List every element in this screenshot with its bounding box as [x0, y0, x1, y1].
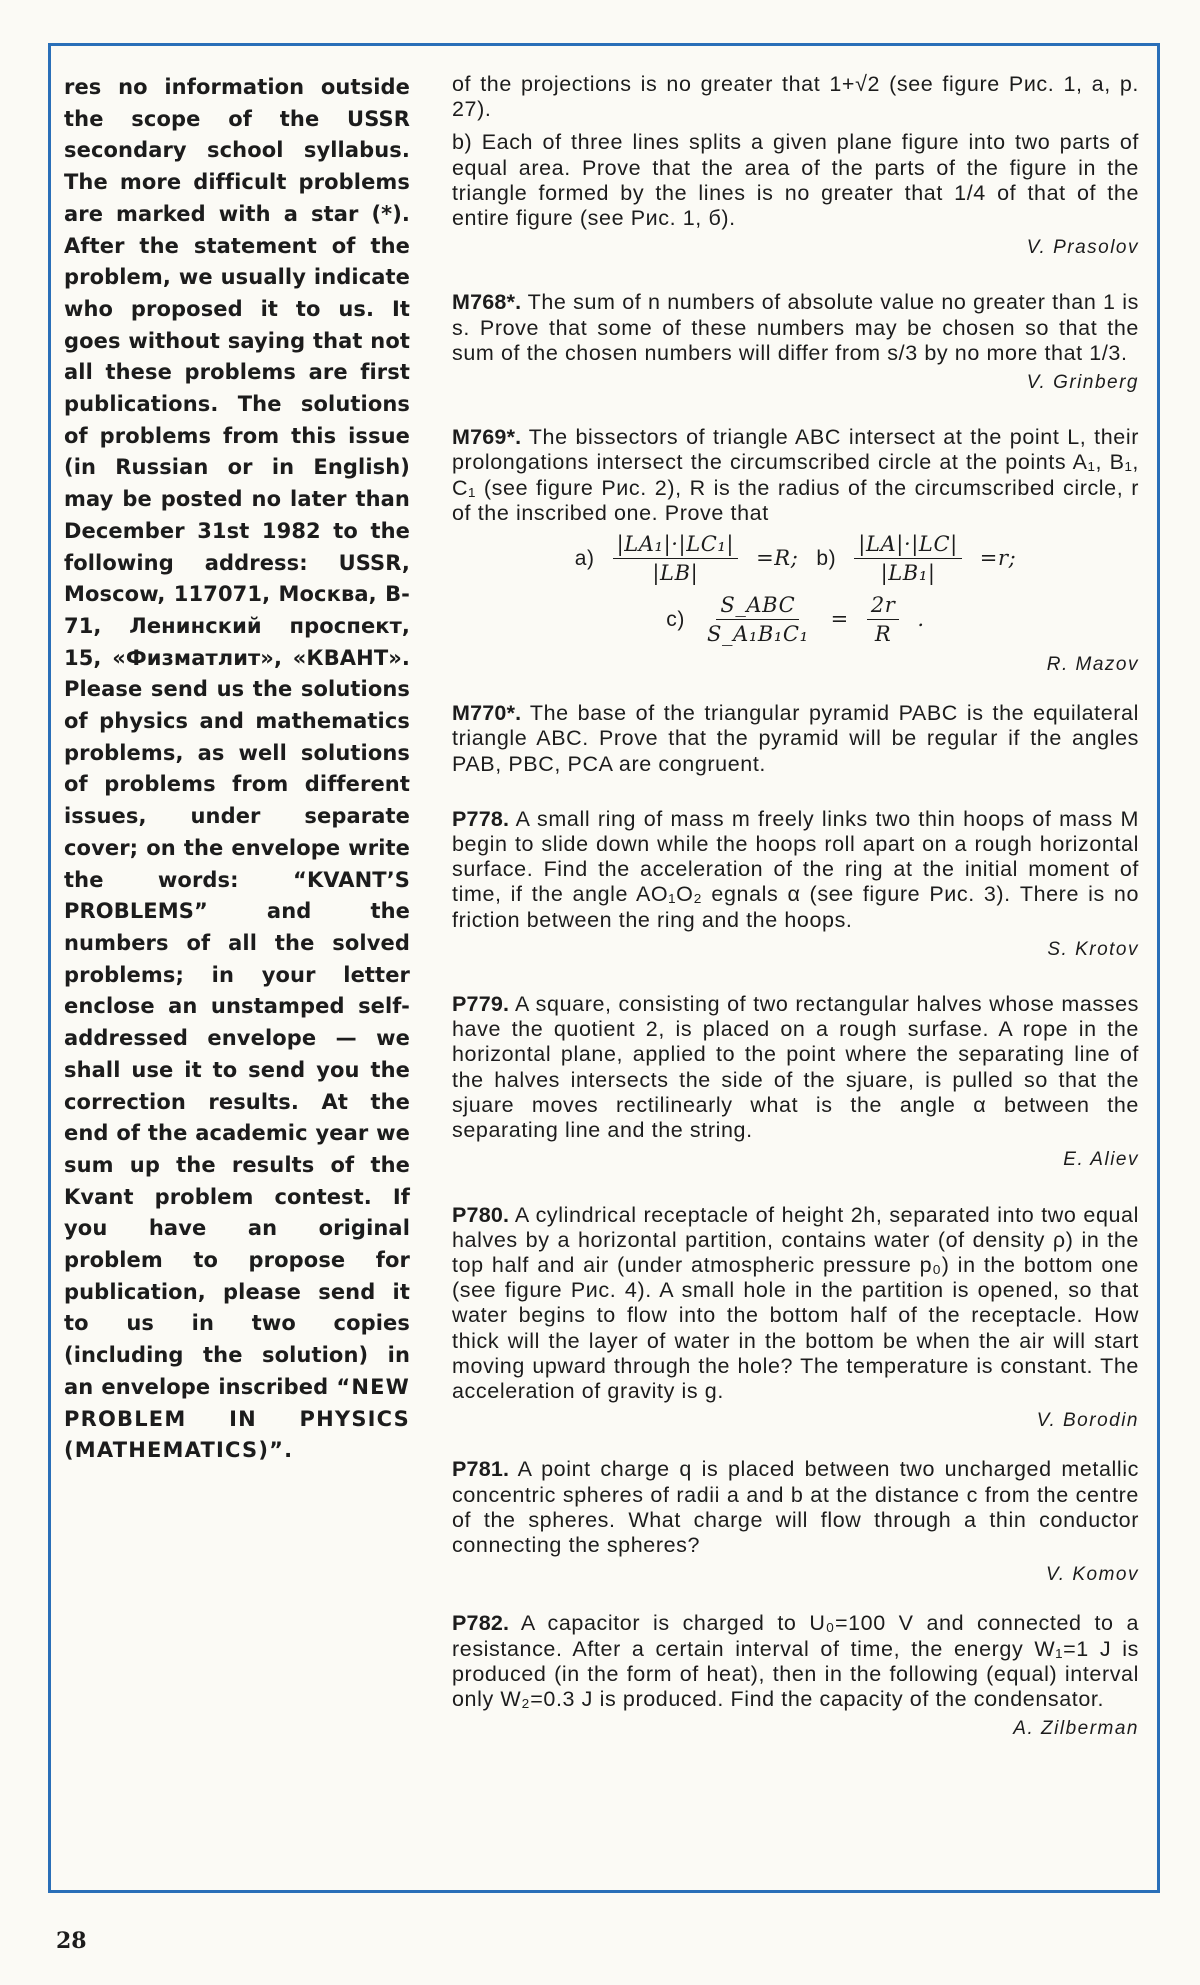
formula-row-ab — [452, 530, 1139, 587]
problem-code: M768*. — [452, 290, 522, 315]
problem-code: P781. — [452, 1457, 510, 1482]
problem-m770 — [452, 701, 1139, 777]
problem-m769 — [452, 425, 1139, 677]
problem-p781 — [452, 1457, 1139, 1587]
instructions-inscription: “NEW PROBLEM IN PHYSICS (MATHEMATICS)”. — [64, 1374, 410, 1463]
problem-p782 — [452, 1611, 1139, 1741]
problem-author: S. Krotov — [1047, 938, 1139, 960]
formula-a-denominator: |LB| — [652, 561, 699, 586]
submission-instructions — [64, 72, 410, 1467]
problem-text: A small ring of mass m freely links two thin hoops of mass M begin to slide down while the hoops roll apart on a rough horizontal surface. Find the acceleration of the ring at the initial moment of time, if the angle AO₁O₂ egnals α (see figure Рис. 3). There is no friction between the ring and the hoops. — [452, 806, 1139, 932]
problem-text: A square, consisting of two rectangular halves whose masses have the quotient 2, is placed on a rough surfase. A rope in the horizontal plane, applied to the point where the separating line of the halves intersects the side of the sjuare, is pulled so that the sjuare moves rectilinearly what is the angle α between the separating line and the string. — [452, 992, 1140, 1143]
problem-author: V. Prasolov — [1026, 237, 1139, 259]
problem-code: M770*. — [452, 701, 522, 726]
problem-text: A capacitor is charged to U₀=100 V and connected to a resistance. After a certain interval of time, the energy W₁=1 J is produced (in the form of heat), then in the following (equal) interval only W₂=0.3 J is produced. Find the capacity of the condensator. — [452, 1611, 1140, 1711]
problem-text: The bissectors of triangle ABC intersect at the point L, their prolongations intersect the circumscribed circle at the points A₁, B₁, C₁ (see figure Рис. 2), R is the radius of the circumscribed circle, r of the inscribed one. Prove that — [452, 425, 1140, 525]
problem-author: V. Komov — [1046, 1564, 1139, 1586]
formula-c-denominator: S_A₁B₁C₁ — [707, 622, 809, 647]
formula-a-rhs: =R; — [756, 545, 799, 570]
problem-code: P780. — [452, 1202, 510, 1227]
problem-code: P778. — [452, 806, 510, 831]
formula-a-numerator: |LA₁|·|LC₁| — [613, 530, 739, 559]
problem-m768 — [452, 290, 1139, 395]
formula-c-ratio-denominator: R — [874, 622, 892, 647]
problems-column — [452, 72, 1139, 1741]
problem-author: R. Mazov — [1046, 654, 1139, 676]
formula-c-numerator: S_ABC — [716, 591, 799, 620]
problem-p779 — [452, 992, 1139, 1172]
problem-code: P782. — [452, 1611, 510, 1636]
problem-code: P779. — [452, 992, 510, 1017]
page-number: 28 — [56, 1928, 87, 1954]
problem-author: V. Grinberg — [1026, 372, 1139, 394]
problem-code: M769*. — [452, 425, 522, 450]
formula-c-fraction — [703, 591, 813, 648]
problem-author: V. Borodin — [1036, 1410, 1139, 1432]
formula-b-denominator: |LB₁| — [880, 561, 936, 586]
formula-a-fraction — [613, 530, 739, 587]
formula-c-ratio-numerator: 2r — [867, 591, 900, 620]
problem-part-b — [452, 130, 1139, 260]
formula-c-ratio — [867, 591, 900, 648]
problem-continuation — [452, 72, 1139, 122]
problem-text: The base of the triangular pyramid PABC is the equilateral triangle ABC. Prove that the pyramid will be regular if the angles PAB, PBC, PCA are congruent. — [452, 701, 1139, 776]
problem-text: The sum of n numbers of absolute value no greater than 1 is s. Prove that some of these numbers may be chosen so that the sum of the chosen numbers will differ from s/3 by no more that 1/3. — [452, 290, 1139, 365]
formula-c-end: . — [917, 606, 925, 631]
problem-p780 — [452, 1203, 1139, 1434]
formula-a-label: a) — [574, 546, 595, 570]
problem-author: E. Aliev — [1063, 1149, 1139, 1171]
problem-text: A point charge q is placed between two uncharged metallic concentric spheres of radii a and b at the distance c from the centre of the spheres. What charge will flow through a thin conductor connecting the spheres? — [452, 1457, 1140, 1557]
instructions-text: res no information outside the scope of the USSR secondary school syllabus. The more difficult problems are marked with a star (*). After the statement of the problem, we usually indicate who proposed it to us. It goes without saying that not all these problems are first publications. The solutions of problems from this issue (in Russian or in English) may be posted no later than December 31st 1982 to the following address: USSR, Moscow, 117071, Москва, B-71, Ленинский проспект, 15, «Физматлит», «КВАНТ». Please send us the solutions of physics and mathematics problems, as well solutions of problems from different issues, under separate cover; on the envelope write the words: “KVANT’S PROBLEMS” and the numbers of all the solved problems; in your letter enclose an unstamped self-addressed envelope — we shall use it to send you the correction results. At the end of the academic year we sum up the results of the Kvant problem contest. If you have an original problem to propose for publication, please send it to us in two copies (including the solution) in an envelope inscribed — [64, 75, 410, 1399]
formula-b-fraction — [854, 530, 962, 587]
formula-c-label: c) — [666, 607, 685, 631]
formula-b-rhs: =r; — [979, 545, 1017, 570]
formula-c-equals: = — [830, 606, 849, 631]
problem-text: A cylindrical receptacle of height 2h, separated into two equal halves by a horizontal partition, contains water (of density ρ) in the top half and air (under atmospheric pressure p₀) in the bottom one (see figure Рис. 4). A small hole in the partition is opened, so that water begins to flow into the bottom half of the receptacle. How thick will the layer of water in the bottom be when the air will start moving upward through the hole? The temperature is constant. The acceleration of gravity is g. — [452, 1202, 1139, 1403]
formula-b-label: b) — [816, 546, 837, 570]
problem-text: b) Each of three lines splits a given plane figure into two parts of equal area. Prove that the area of the parts of the figure in the triangle formed by the lines is no greater that 1/4 of that of the entire figure (see Рис. 1, б). — [452, 130, 1139, 231]
formula-b-numerator: |LA|·|LC| — [854, 530, 962, 559]
formula-row-c — [452, 591, 1139, 648]
problem-text: of the projections is no greater that 1+√2 (see figure Рис. 1, a, p. 27). — [452, 72, 1139, 122]
problem-author: A. Zilberman — [1013, 1718, 1139, 1740]
problem-p778 — [452, 807, 1139, 962]
